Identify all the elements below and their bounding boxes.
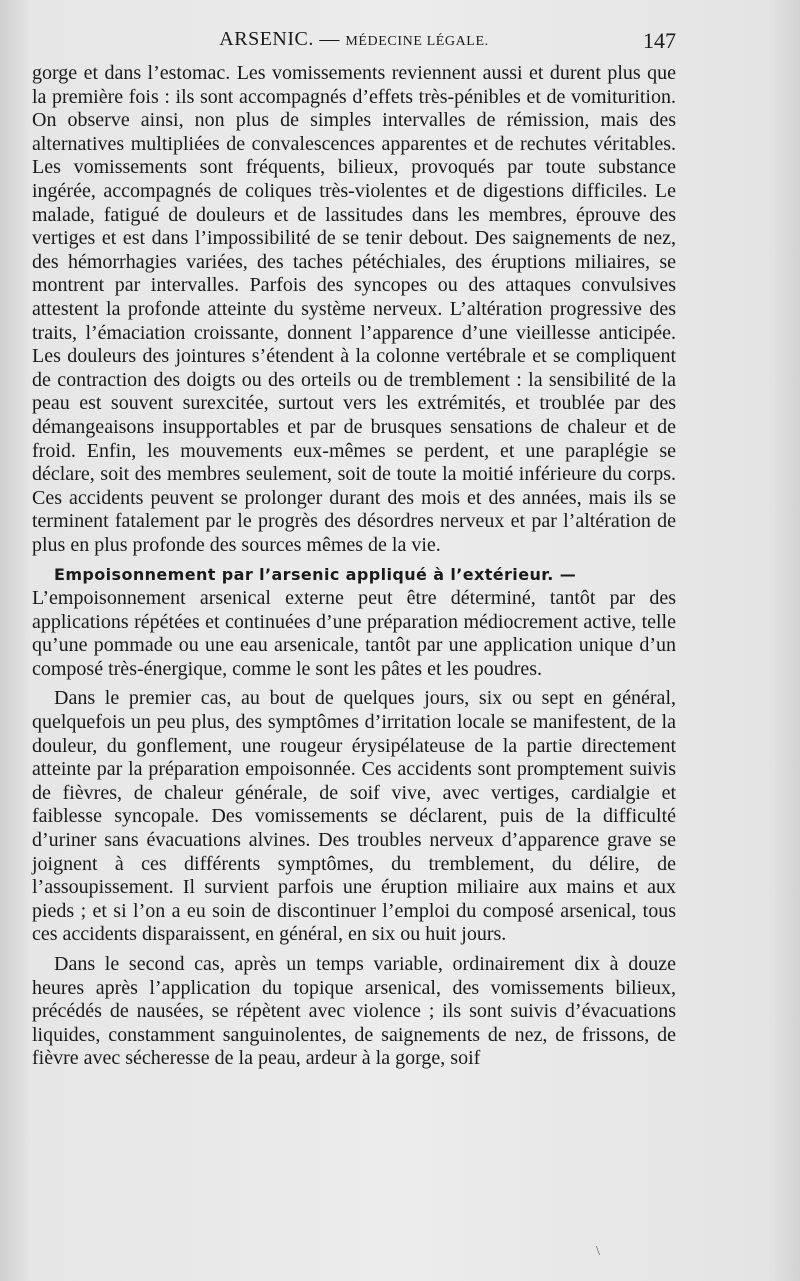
paragraph-section-text: L’empoisonnement arsenical externe peut être déterminé, tantôt par des applications répétées et continuées d’une préparation médiocrement active, telle qu’une pommade ou une eau arsenicale, tantôt par une application unique d’un composé très-énergique, comme le sont les pâtes et les poudres. [32, 587, 676, 680]
running-title [32, 28, 676, 51]
paragraph-continuation: gorge et dans l’estomac. Les vomissements reviennent aussi et durent plus que la première fois : ils sont accompagnés d’effets très-pénibles et de vomiturition. On observe ainsi, non plus de simples intervalles de rémission, mais des alternatives multipliées de convalescences apparentes et de rechutes véritables. Les vomissements sont fréquents, bilieux, provoqués par toute substance ingérée, accompagnés de coliques très-violentes et de digestions difficiles. Le malade, fatigué de douleurs et de lassitudes dans les membres, éprouve des vertiges et est dans l’impossibilité de se tenir debout. Des saignements de nez, des hémorrhagies variées, des taches pétéchiales, des éruptions miliaires, se montrent par intervalles. Parfois des syncopes ou des attaques convulsives attestent la profonde atteinte du système nerveux. L’altération progressive des traits, l’émaciation croissante, donnent l’apparence d’une vieillesse anticipée. Les douleurs des jointures s’étendent à la colonne vertébrale et se compliquent de contraction des doigts ou des orteils ou de tremblement : la sensibilité de la peau est souvent surexcitée, surtout vers les extrémités, et troublée par des démangeaisons insupportables et par de brusques sensations de chaleur et de froid. Enfin, les mouvements eux-mêmes se perdent, et une paraplégie se déclare, soit des membres seulement, soit de toute la moitié inférieure du corps. Ces accidents peuvent se prolonger durant des mois et des années, mais ils se terminent fatalement par le progrès des désordres nerveux et par l’altération de plus en plus profonde des sources mêmes de la vie. [32, 62, 676, 556]
body-text [32, 62, 676, 1071]
running-title-sub: MÉDECINE LÉGALE. [345, 34, 489, 49]
paragraph-section-open [32, 563, 676, 681]
running-title-dash: — [313, 28, 346, 50]
page-mark: \ [596, 1244, 600, 1259]
running-head [32, 28, 676, 56]
page-number: 147 [643, 28, 676, 53]
paragraph-second-case: Dans le second cas, après un temps variable, ordinairement dix à douze heures après l’application du topique arsenical, des vomissements bilieux, précédés de nausées, se répètent avec violence ; ils sont suivis d’évacuations liquides, constamment sanguinolentes, de saignements de nez, de frissons, de fièvre avec sécheresse de la peau, ardeur à la gorge, soif [32, 952, 676, 1070]
running-title-main: ARSENIC. [219, 28, 314, 50]
paragraph-first-case: Dans le premier cas, au bout de quelques jours, six ou sept en général, quelquefois un peu plus, des symptômes d’irritation locale se manifestent, de la douleur, du gonflement, une rougeur érysipélateuse de la partie directement atteinte par la préparation empoisonnée. Ces accidents sont promptement suivis de fièvres, de chaleur générale, de soif vive, avec vertiges, cardialgie et faiblesse syncopale. Des vomissements se déclarent, puis de la difficulté d’uriner sans évacuations alvines. Des troubles nerveux d’apparence grave se joignent à ces différents symptômes, du tremblement, du délire, de l’assoupissement. Il survient parfois une éruption miliaire aux mains et aux pieds ; et si l’on a eu soin de discontinuer l’emploi du composé arsenical, tous ces accidents disparaissent, en général, en six ou huit jours. [32, 687, 676, 946]
section-heading: Empoisonnement par l’arsenic appliqué à l’extérieur. — [54, 565, 577, 585]
